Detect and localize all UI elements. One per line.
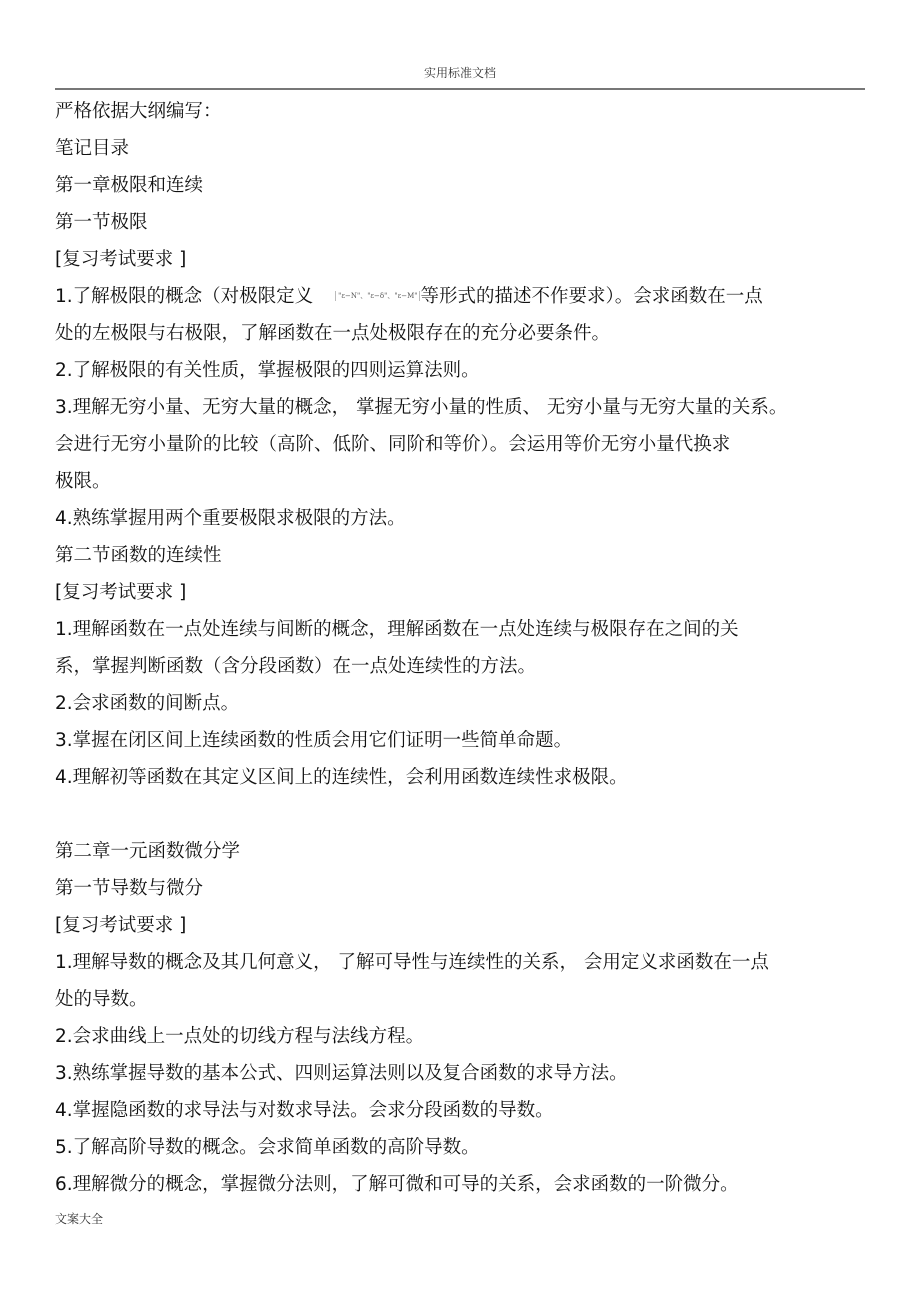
text-line: 第一章极限和连续: [55, 175, 204, 196]
text-line: 极限。: [55, 471, 111, 492]
text-line: 3.掌握在闭区间上连续函数的性质会用它们证明一些简单命题。: [55, 730, 573, 751]
text-line: 笔记目录: [55, 138, 130, 159]
item1-text-post: 等形式的描述不作要求）。会求函数在一点: [420, 286, 763, 307]
text-line: 5.了解高阶导数的概念。会求简单函数的高阶导数。: [55, 1137, 480, 1158]
text-line: 处的左极限与右极限，了解函数在一点处极限存在的充分必要条件。: [55, 323, 611, 344]
text-line: 严格依据大纲编写：: [55, 101, 222, 122]
text-line: 第二章一元函数微分学: [55, 841, 241, 862]
text-line: 系，掌握判断函数（含分段函数）在一点处连续性的方法。: [55, 656, 537, 677]
text-line: [55, 278, 875, 315]
text-line: 6.理解微分的概念，掌握微分法则，了解可微和可导的关系，会求函数的一阶微分。: [55, 1174, 739, 1195]
text-line: [复习考试要求 ]: [55, 249, 187, 270]
page-header: 实用标准文档: [423, 66, 496, 80]
text-line: [复习考试要求 ]: [55, 582, 187, 603]
text-line: 4.熟练掌握用两个重要极限求极限的方法。: [55, 508, 406, 529]
text-line: 第二节函数的连续性: [55, 545, 222, 566]
text-line: 4.掌握隐函数的求导法与对数求导法。会求分段函数的导数。: [55, 1100, 554, 1121]
item1-text-pre: 1.了解极限的概念（对极限定义: [55, 286, 314, 307]
formula-image: "ε−N"、"ε−δ"、"ε−M": [335, 291, 420, 301]
text-line: 第一节导数与微分: [55, 878, 204, 899]
text-line: 3.熟练掌握导数的基本公式、四则运算法则以及复合函数的求导方法。: [55, 1063, 628, 1084]
text-line: 2.会求函数的间断点。: [55, 693, 240, 714]
text-line: 处的导数。: [55, 989, 148, 1010]
text-line: 4.理解初等函数在其定义区间上的连续性，会利用函数连续性求极限。: [55, 767, 628, 788]
page-footer: 文案大全: [55, 1212, 104, 1226]
text-line: 3.理解无穷小量、无穷大量的概念， 掌握无穷小量的性质、 无穷小量与无穷大量的关系。: [55, 397, 788, 418]
text-line: [复习考试要求 ]: [55, 915, 187, 936]
text-line: 1.理解函数在一点处连续与间断的概念，理解函数在一点处连续与极限存在之间的关: [55, 619, 739, 640]
header-divider: [55, 88, 865, 90]
text-line: 第一节极限: [55, 212, 148, 233]
intro-section: [55, 93, 875, 278]
text-line: 1.理解导数的概念及其几何意义， 了解可导性与连续性的关系， 会用定义求函数在一点: [55, 952, 769, 973]
document-body: [55, 93, 875, 1203]
chapter1-section: [55, 315, 875, 796]
text-line: 2.了解极限的有关性质，掌握极限的四则运算法则。: [55, 360, 480, 381]
text-line: 会进行无穷小量阶的比较（高阶、低阶、同阶和等价）。会运用等价无穷小量代换求: [55, 434, 731, 455]
text-line: 2.会求曲线上一点处的切线方程与法线方程。: [55, 1026, 425, 1047]
blank-line: [55, 796, 875, 833]
chapter2-section: [55, 833, 875, 1203]
